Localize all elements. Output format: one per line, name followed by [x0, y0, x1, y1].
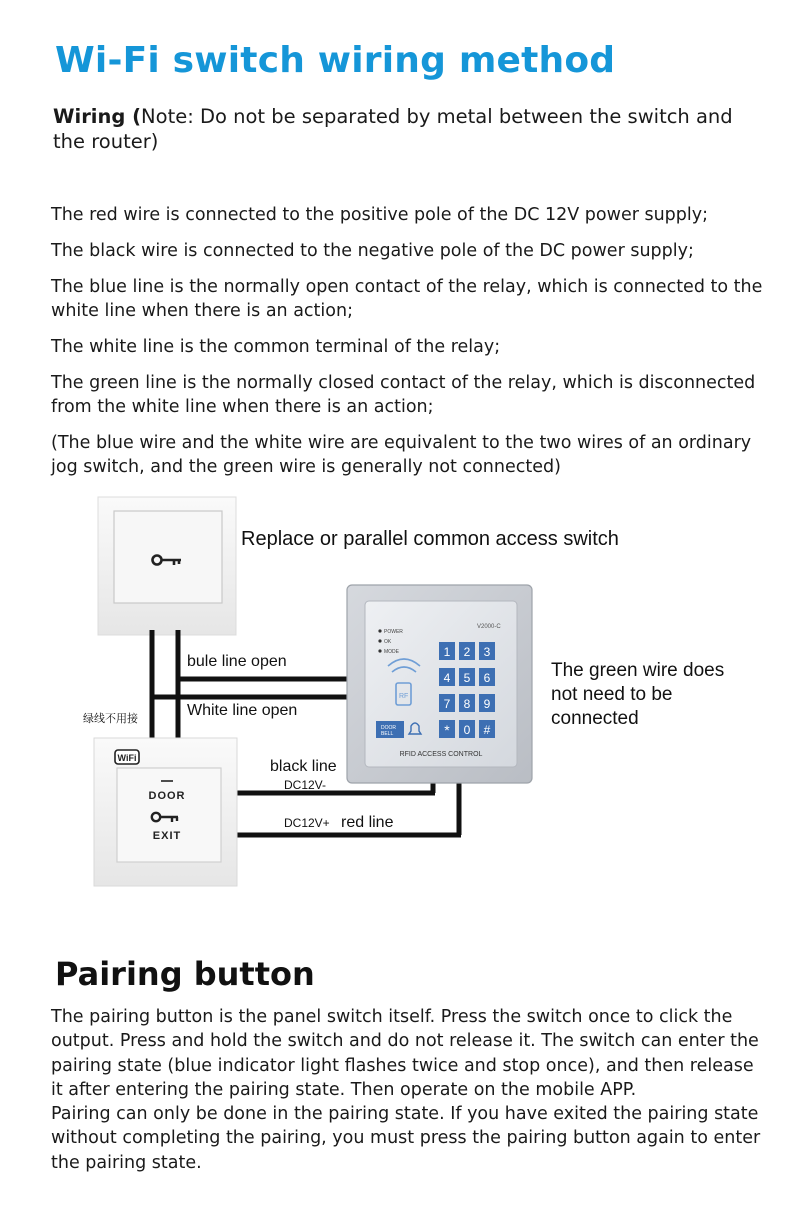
dc-minus-label: DC12V-	[284, 778, 327, 792]
blue-line-label: bule line open	[187, 653, 287, 670]
page-title: Wi-Fi switch wiring method	[55, 40, 616, 81]
rf-label: RF	[399, 693, 409, 700]
wiring-note-text: Note: Do not be separated by metal between the switch and the router)	[53, 105, 733, 153]
wiring-heading: Wiring (	[53, 105, 142, 128]
white-line-label: White line open	[187, 702, 298, 719]
red-wire-description: The red wire is connected to the positive pole of the DC 12V power supply;	[51, 205, 709, 225]
key-9: 9	[483, 697, 491, 711]
equivalence-note: (The blue wire and the white wire are equivalent to the two wires of an ordinary jog switch, and the green wire is generally not connected)	[51, 433, 752, 477]
key-star: *	[444, 722, 450, 738]
green-note-line-1: The green wire does	[551, 660, 725, 681]
wiring-diagram	[0, 485, 800, 905]
green-wire-description: The green line is the normally closed contact of the relay, which is disconnected from the white line when there is an action;	[51, 373, 756, 417]
key-6: 6	[483, 671, 491, 685]
wifi-switch	[94, 738, 237, 886]
red-line-label: red line	[341, 814, 394, 831]
pairing-title: Pairing button	[55, 955, 315, 993]
pairing-paragraph-2: Pairing can only be done in the pairing state. If you have exited the pairing state without completing the pairing, you must press the pairing button again to enter the pairing state.	[51, 1104, 761, 1173]
wifi-badge-label: WiFi	[117, 753, 137, 763]
key-7: 7	[443, 697, 451, 711]
common-access-switch	[98, 497, 236, 635]
green-note-line-2: not need to be	[551, 684, 673, 705]
rfid-keypad	[347, 585, 532, 783]
pairing-paragraph-1: The pairing button is the panel switch itself. Press the switch once to click the output. Press and hold the switch and do not release it. The switch can enter the pairing state (blue indicator light flashes twice and stop once), and then release it after entering the pairing state. Then operate on the mobile APP.	[51, 1007, 759, 1100]
key-0: 0	[463, 723, 471, 737]
key-3: 3	[483, 645, 491, 659]
black-wire-description: The black wire is connected to the negative pole of the DC power supply;	[51, 241, 694, 261]
key-4: 4	[443, 671, 451, 685]
indicator-power: POWER	[384, 629, 403, 635]
keypad-model: V2000-C	[477, 624, 501, 630]
key-8: 8	[463, 697, 471, 711]
door-label: DOOR	[148, 790, 186, 802]
keypad-footer: RFID ACCESS CONTROL	[399, 751, 483, 758]
indicator-mode: MODE	[384, 649, 399, 655]
key-hash: #	[483, 723, 491, 737]
key-5: 5	[463, 671, 471, 685]
replace-switch-label: Replace or parallel common access switch	[241, 528, 619, 550]
doorbell-label-2: BELL	[381, 731, 394, 737]
green-note-line-3: connected	[551, 708, 639, 729]
key-2: 2	[463, 645, 471, 659]
key-1: 1	[443, 645, 451, 659]
green-not-used-label: 绿线不用接	[83, 713, 138, 725]
pairing-description	[51, 1005, 766, 1175]
blue-wire-description: The blue line is the normally open contact of the relay, which is connected to the white line when there is an action;	[51, 277, 763, 321]
wiring-note	[53, 104, 765, 154]
black-line-label: black line	[270, 758, 337, 775]
exit-label: EXIT	[152, 830, 182, 842]
indicator-ok: OK	[384, 639, 392, 645]
doorbell-label-1: DOOR	[381, 725, 396, 731]
dc-plus-label: DC12V+	[284, 816, 330, 830]
wire-description-list	[51, 203, 766, 491]
white-wire-description: The white line is the common terminal of the relay;	[51, 337, 501, 357]
